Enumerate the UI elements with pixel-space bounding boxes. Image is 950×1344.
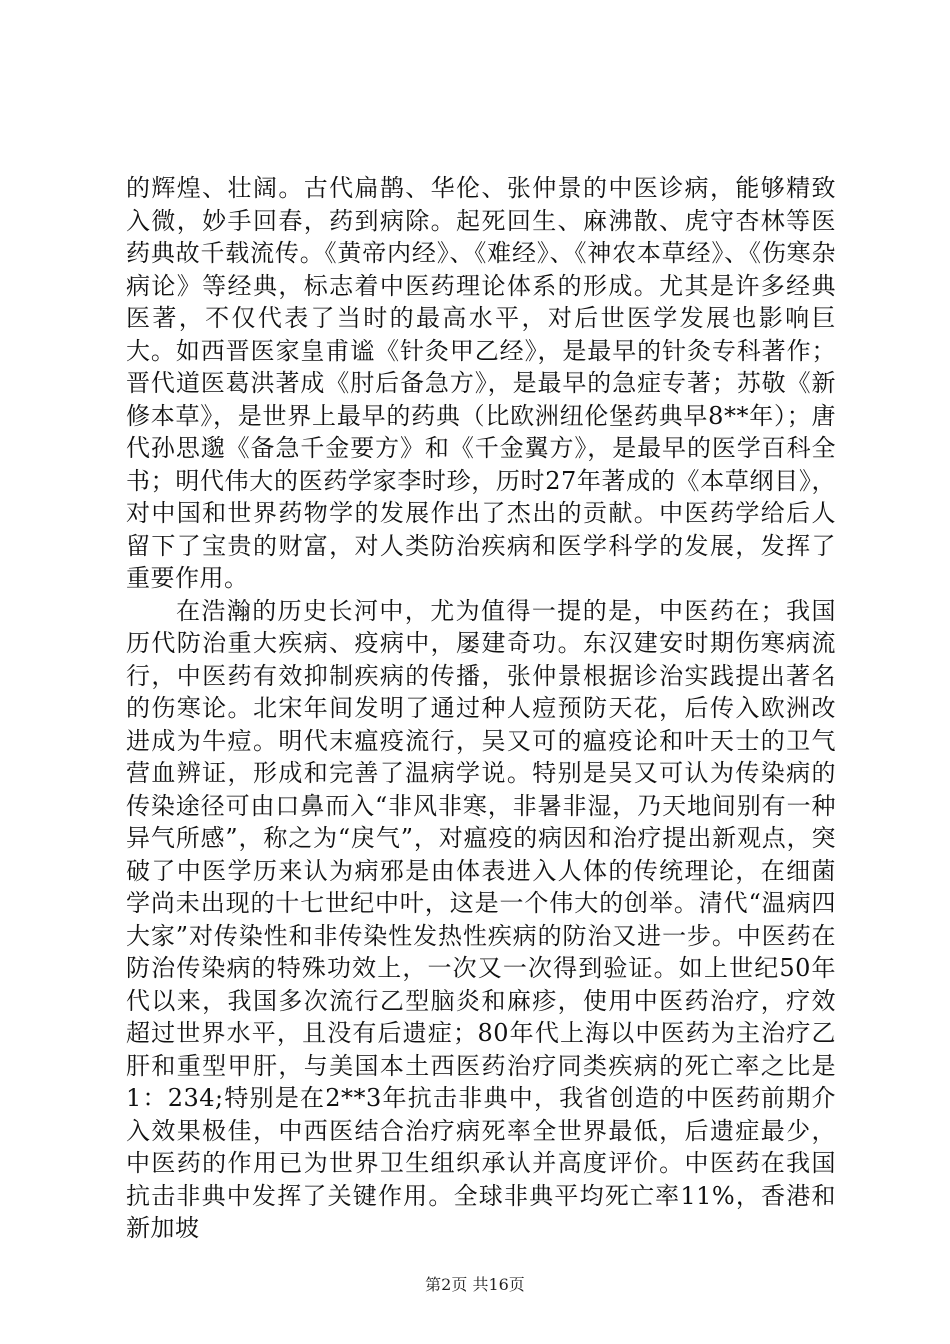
page-footer: 第2页 共16页 bbox=[425, 1275, 525, 1294]
paragraph-2: 在浩瀚的历史长河中，尤为值得一提的是，中医药在；我国历代防治重大疾病、疫病中，屡建奇功。东汉建安时期伤寒病流行，中医药有效抑制疾病的传播，张仲景根据诊治实践提出著名的伤寒论。北宋年间发明了通过种人痘预防天花，后传入欧洲改进成为牛痘。明代末瘟疫流行，吴又可的瘟疫论和叶天士的卫气营血辨证，形成和完善了温病学说。特别是吴又可认为传染病的传染途径可由口鼻而入“非风非寒，非暑非湿，乃天地间别有一种异气所感”，称之为“戾气”，对瘟疫的病因和治疗提出新观点，突破了中医学历来认为病邪是由体表进入人体的传统理论，在细菌学尚未出现的十七世纪中叶，这是一个伟大的创举。清代“温病四大家”对传染性和非传染性发热性疾病的防治又进一步。中医药在防治传染病的特殊功效上，一次又一次得到验证。如上世纪50年代以来，我国多次流行乙型脑炎和麻疹，使用中医药治疗，疗效超过世界水平，且没有后遗症；80年代上海以中医药为主治疗乙肝和重型甲肝，与美国本土西医药治疗同类疾病的死亡率之比是1：234;特别是在2**3年抗击非典中，我省创造的中医药前期介入效果极佳，中西医结合治疗病死率全世界最低，后遗症最少，中医药的作用已为世界卫生组织承认并高度评价。中医药在我国抗击非典中发挥了关键作用。全球非典平均死亡率11%，香港和新加坡 bbox=[126, 596, 836, 1242]
document-body bbox=[126, 172, 836, 1245]
paragraph-1: 的辉煌、壮阔。古代扁鹊、华伦、张仲景的中医诊病，能够精致入微，妙手回春，药到病除。起死回生、麻沸散、虎守杏林等医药典故千载流传。《黄帝内经》、《难经》、《神农本草经》、《伤寒杂病论》等经典，标志着中医药理论体系的形成。尤其是许多经典医著，不仅代表了当时的最高水平，对后世医学发展也影响巨大。如西晋医家皇甫谧《针灸甲乙经》，是最早的针灸专科著作；晋代道医葛洪著成《肘后备急方》，是最早的急症专著；苏敬《新修本草》，是世界上最早的药典（比欧洲纽伦堡药典早8**年）；唐代孙思邈《备急千金要方》和《千金翼方》，是最早的医学百科全书；明代伟大的医药学家李时珍，历时27年著成的《本草纲目》，对中国和世界药物学的发展作出了杰出的贡献。中医药学给后人留下了宝贵的财富，对人类防治疾病和医学科学的发展，发挥了重要作用。 bbox=[126, 174, 836, 592]
